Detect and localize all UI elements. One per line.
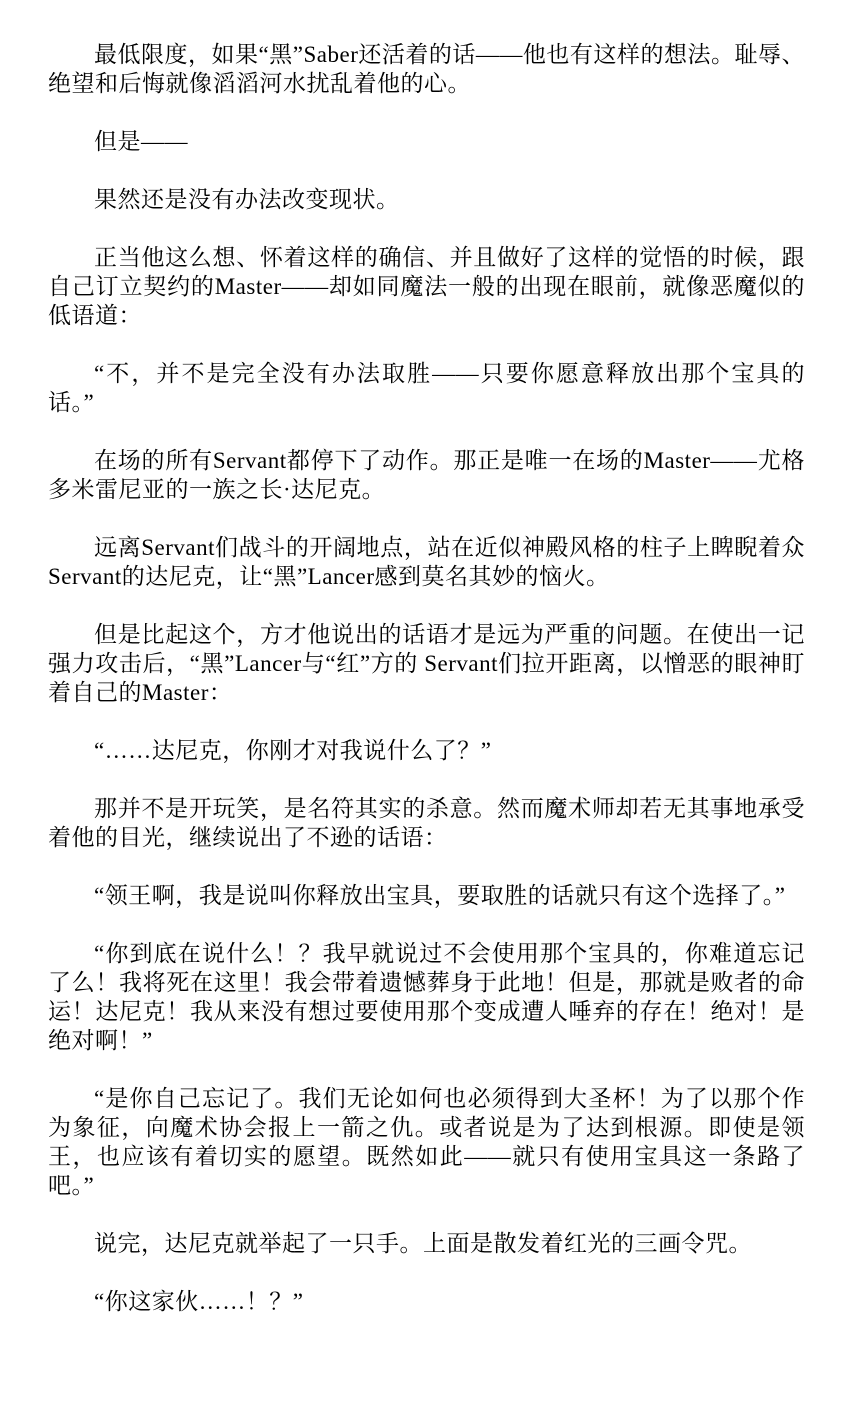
paragraph: 但是比起这个，方才他说出的话语才是远为严重的问题。在使出一记强力攻击后，“黑”Lancer与“红”方的 Servant们拉开距离，以憎恶的眼神盯着自己的Master：	[48, 622, 805, 705]
paragraph-dialogue: “你到底在说什么！？我早就说过不会使用那个宝具的，你难道忘记了么！我将死在这里！我会带着遗憾葬身于此地！但是，那就是败者的命运！达尼克！我从来没有想过要使用那个变成遭人唾弃的存在！绝对！是绝对啊！”	[48, 941, 805, 1053]
paragraph: 那并不是开玩笑，是名符其实的杀意。然而魔术师却若无其事地承受着他的目光，继续说出了不逊的话语：	[48, 796, 805, 850]
paragraph-dialogue: “领王啊，我是说叫你释放出宝具，要取胜的话就只有这个选择了。”	[94, 883, 786, 908]
paragraph-dialogue: “……达尼克，你刚才对我说什么了？”	[94, 738, 492, 763]
paragraph: 最低限度，如果“黑”Saber还活着的话——他也有这样的想法。耻辱、绝望和后悔就像滔滔河水扰乱着他的心。	[48, 42, 805, 96]
paragraph-dialogue: “是你自己忘记了。我们无论如何也必须得到大圣杯！为了以那个作为象征，向魔术协会报上一箭之仇。或者说是为了达到根源。即使是领王，也应该有着切实的愿望。既然如此——就只有使用宝具这一条路了吧。”	[48, 1086, 805, 1198]
paragraph-dialogue: “你这家伙……！？”	[94, 1289, 304, 1314]
paragraph: 正当他这么想、怀着这样的确信、并且做好了这样的觉悟的时候，跟自己订立契约的Master——却如同魔法一般的出现在眼前，就像恶魔似的低语道：	[48, 245, 805, 328]
paragraph: 但是——	[94, 129, 188, 154]
paragraph: 说完，达尼克就举起了一只手。上面是散发着红光的三画令咒。	[94, 1231, 752, 1256]
paragraph-dialogue: “不，并不是完全没有办法取胜——只要你愿意释放出那个宝具的话。”	[48, 361, 805, 415]
paragraph: 在场的所有Servant都停下了动作。那正是唯一在场的Master——尤格多米雷尼亚的一族之长·达尼克。	[48, 448, 805, 502]
paragraph: 果然还是没有办法改变现状。	[94, 187, 400, 212]
paragraph: 远离Servant们战斗的开阔地点，站在近似神殿风格的柱子上睥睨着众Servant的达尼克，让“黑”Lancer感到莫名其妙的恼火。	[48, 535, 805, 589]
